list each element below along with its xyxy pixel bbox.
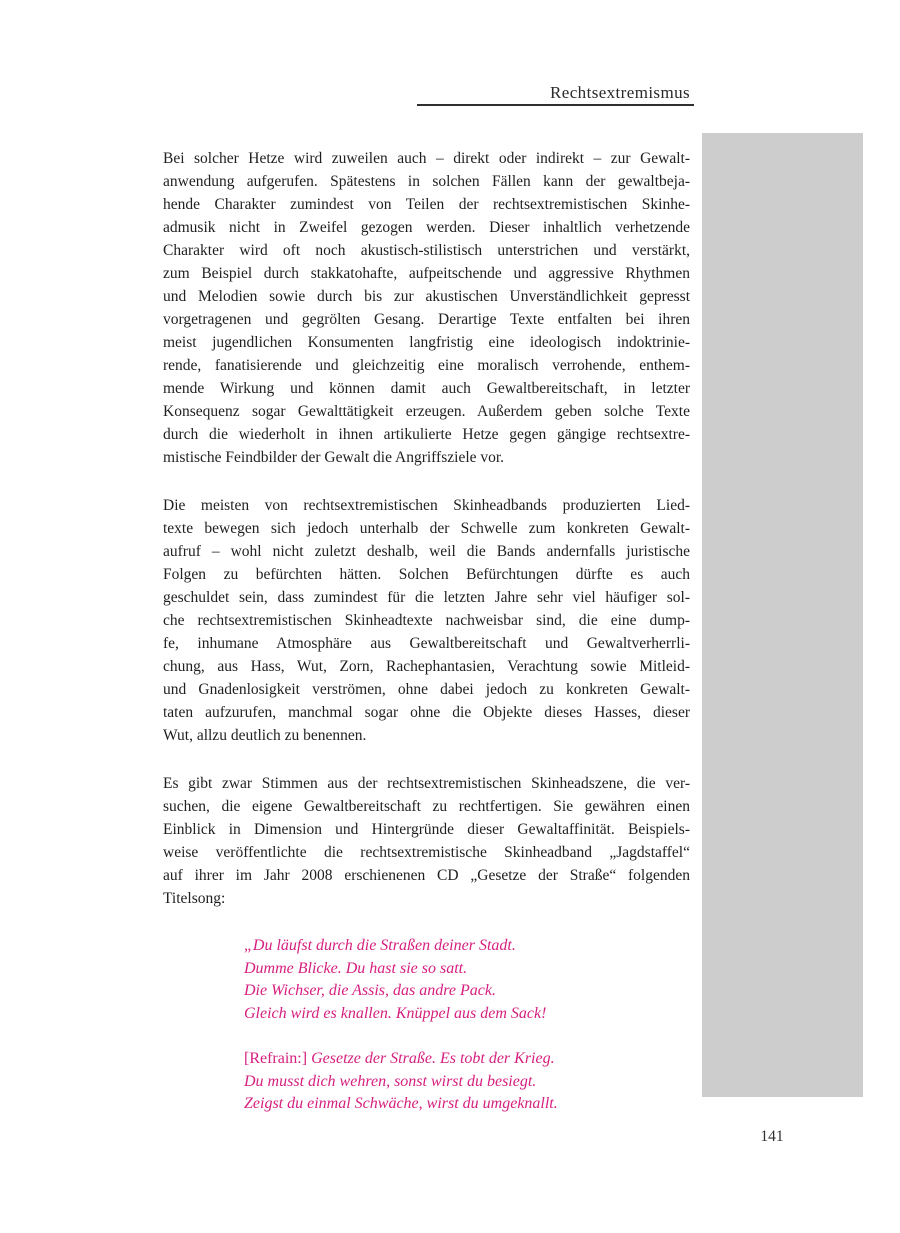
body-line: chung, aus Hass, Wut, Zorn, Rachephantasien, Verachtung sowie Mitleid- [163, 658, 690, 675]
body-line: auf ihrer im Jahr 2008 erschienenen CD „Gesetze der Straße“ folgenden [163, 867, 690, 884]
body-line: Es gibt zwar Stimmen aus der rechtsextremistischen Skinheadszene, die ver- [163, 775, 690, 792]
paragraph-3 [163, 772, 690, 910]
running-header-title: Rechtsextremismus [550, 83, 690, 102]
lyrics-line: Die Wichser, die Assis, das andre Pack. [244, 982, 496, 999]
body-line: geschuldet sein, dass zumindest für die letzten Jahre sehr viel häufiger sol- [163, 589, 690, 606]
lyrics-verse [244, 935, 690, 1025]
body-line: Bei solcher Hetze wird zuweilen auch – direkt oder indirekt – zur Gewalt- [163, 150, 690, 167]
refrain-label: [Refrain:] [244, 1050, 308, 1067]
body-line: vorgetragenen und gegrölten Gesang. Derartige Texte entfalten bei ihren [163, 311, 690, 328]
body-line: aufruf – wohl nicht zuletzt deshalb, weil die Bands andernfalls juristische [163, 543, 690, 560]
lyrics-line: Dumme Blicke. Du hast sie so satt. [244, 959, 468, 977]
body-line: durch die wiederholt in ihnen artikulierte Hetze gegen gängige rechtsextre- [163, 426, 690, 443]
body-line: Folgen zu befürchten hätten. Solchen Befürchtungen dürfte es auch [163, 566, 690, 583]
body-line: mende Wirkung und können damit auch Gewaltbereitschaft, in letzter [163, 380, 690, 397]
body-line: anwendung aufgerufen. Spätestens in solchen Fällen kann der gewaltbeja- [163, 173, 690, 190]
body-line: und Melodien sowie durch bis zur akustischen Unverständlichkeit gepresst [163, 288, 690, 305]
margin-note-area [702, 133, 863, 1097]
paragraph-2 [163, 494, 690, 747]
body-line: admusik nicht in Zweifel gezogen werden. Dieser inhaltlich verhetzende [163, 219, 690, 236]
lyrics-refrain [244, 1048, 690, 1116]
lyrics-line: Du musst dich wehren, sonst wirst du besiegt. [244, 1072, 537, 1090]
body-line: zum Beispiel durch stakkatohafte, aufpeitschende und aggressive Rhythmen [163, 265, 690, 282]
refrain-first-line: Gesetze der Straße. Es tobt der Krieg. [311, 1050, 555, 1067]
body-line: taten aufzurufen, manchmal sogar ohne die Objekte dieses Hasses, dieser [163, 704, 690, 721]
header-rule [417, 104, 694, 106]
body-line: und Gnadenlosigkeit verströmen, ohne dabei jedoch zu konkreten Gewalt- [163, 681, 690, 698]
body-text-column [163, 147, 690, 1116]
body-line: suchen, die eigene Gewaltbereitschaft zu rechtfertigen. Sie gewähren einen [163, 798, 690, 815]
body-line: fe, inhumane Atmosphäre aus Gewaltbereitschaft und Gewaltverherrli- [163, 635, 690, 652]
body-line: che rechtsextremistischen Skinheadtexte nachweisbar sind, die eine dump- [163, 612, 690, 629]
body-line: rende, fanatisierende und gleichzeitig eine moralisch verrohende, enthem- [163, 357, 690, 374]
body-line: weise veröffentlichte die rechtsextremistische Skinheadband „Jagdstaffel“ [163, 844, 690, 861]
body-line: Wut, allzu deutlich zu benennen. [163, 727, 367, 744]
body-line: Die meisten von rechtsextremistischen Skinheadbands produzierten Lied- [163, 497, 690, 514]
page-number: 141 [760, 1128, 784, 1145]
body-line: Konsequenz sogar Gewalttätigkeit erzeugen. Außerdem geben solche Texte [163, 403, 690, 420]
paragraph-1 [163, 147, 690, 469]
body-line: Einblick in Dimension und Hintergründe dieser Gewaltaffinität. Beispiels- [163, 821, 690, 838]
body-line: Titelsong: [163, 890, 226, 907]
body-line: meist jugendlichen Konsumenten langfristig eine ideologisch indoktrinie- [163, 334, 690, 351]
song-lyrics-block [244, 935, 690, 1116]
body-line: hende Charakter zumindest von Teilen der rechtsextremistischen Skinhe- [163, 196, 690, 213]
lyrics-line [244, 1048, 690, 1071]
body-line: Charakter wird oft noch akustisch-stilistisch unterstrichen und verstärkt, [163, 242, 690, 259]
body-line: texte bewegen sich jedoch unterhalb der Schwelle zum konkreten Gewalt- [163, 520, 690, 537]
lyrics-line: „Du läufst durch die Straßen deiner Stadt. [244, 937, 516, 954]
lyrics-line: Gleich wird es knallen. Knüppel aus dem Sack! [244, 1004, 547, 1022]
lyrics-line: Zeigst du einmal Schwäche, wirst du umgeknallt. [244, 1095, 558, 1112]
body-line: mistische Feindbilder der Gewalt die Angriffsziele vor. [163, 449, 505, 466]
